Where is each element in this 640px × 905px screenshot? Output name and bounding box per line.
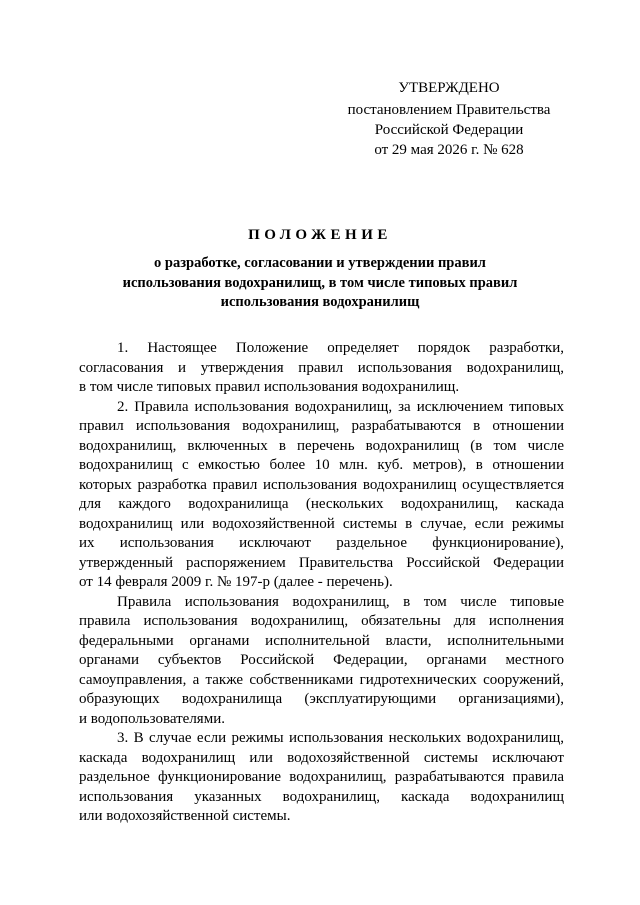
text-line: или водохозяйственной системы.: [79, 808, 291, 824]
paragraph-4: [79, 729, 564, 827]
paragraph-3: [79, 593, 564, 730]
text-line: каскада водохранилищ или водохозяйственной системы исключают: [79, 749, 564, 766]
subtitle-line: использования водохранилищ, в том числе типовых правил: [122, 274, 518, 291]
text-line: органами субъектов Российской Федерации, органами местного: [79, 652, 564, 668]
text-line: федеральными органами исполнительной власти, исполнительными: [79, 632, 564, 649]
text-line: 2. Правила использования водохранилищ, за исключением типовых: [117, 398, 564, 415]
text-line: утвержденный распоряжением Правительства Российской Федерации: [79, 554, 564, 571]
text-line: 3. В случае если режимы использования нескольких водохранилищ,: [117, 730, 564, 746]
paragraph-2: [79, 398, 564, 593]
approval-date-line: от 29 мая 2026 г. № 628: [374, 142, 524, 158]
paragraph-1: [79, 339, 564, 398]
text-line: правил использования водохранилищ, разрабатываются в отношении: [79, 418, 564, 434]
text-line: правила использования водохранилищ, обязательны для исполнения: [79, 613, 564, 629]
approval-line: Российской Федерации: [374, 122, 524, 138]
text-line: водохранилищ, включенных в перечень водохранилищ (в том числе: [79, 437, 564, 454]
subtitle-line: использования водохранилищ: [220, 294, 420, 310]
text-line: водохранилищ с емкостью более 10 млн. куб. метров), в отношении: [79, 457, 564, 473]
text-line: их использования исключают раздельное функционирование),: [79, 535, 564, 551]
text-line: раздельное функционирование водохранилищ, разрабатываются правила: [79, 769, 564, 785]
text-line: водохранилищ или водохозяйственной системы в случае, если режимы: [79, 515, 564, 532]
document-title-block: [80, 225, 560, 313]
text-line: согласования и утверждения правил использования водохранилищ,: [79, 359, 564, 376]
text-line: и водопользователями.: [79, 710, 225, 727]
approval-block: [340, 78, 558, 160]
text-line: 1. Настоящее Положение определяет порядок разработки,: [117, 340, 564, 356]
approval-line: постановлением Правительства: [347, 102, 551, 118]
text-line: использования указанных водохранилищ, каскада водохранилищ: [79, 788, 564, 805]
document-title: ПОЛОЖЕНИЕ: [248, 227, 392, 243]
text-line: которых разработка правил использования водохранилищ осуществляется: [79, 476, 564, 493]
text-line: образующих водохранилища (эксплуатирующими организациями),: [79, 691, 564, 707]
text-line: для каждого водохранилища (нескольких водохранилищ, каскада: [79, 496, 564, 512]
document-subtitle: [80, 254, 560, 313]
text-line: в том числе типовых правил использования водохранилищ.: [79, 379, 460, 395]
approval-heading: УТВЕРЖДЕНО: [398, 80, 500, 96]
text-line: от 14 февраля 2009 г. № 197-р (далее - перечень).: [79, 574, 393, 590]
subtitle-line: о разработке, согласовании и утверждении правил: [154, 255, 486, 271]
document-body: [79, 339, 564, 827]
text-line: самоуправления, а также собственниками гидротехнических сооружений,: [79, 671, 564, 688]
text-line: Правила использования водохранилищ, в том числе типовые: [117, 593, 564, 610]
